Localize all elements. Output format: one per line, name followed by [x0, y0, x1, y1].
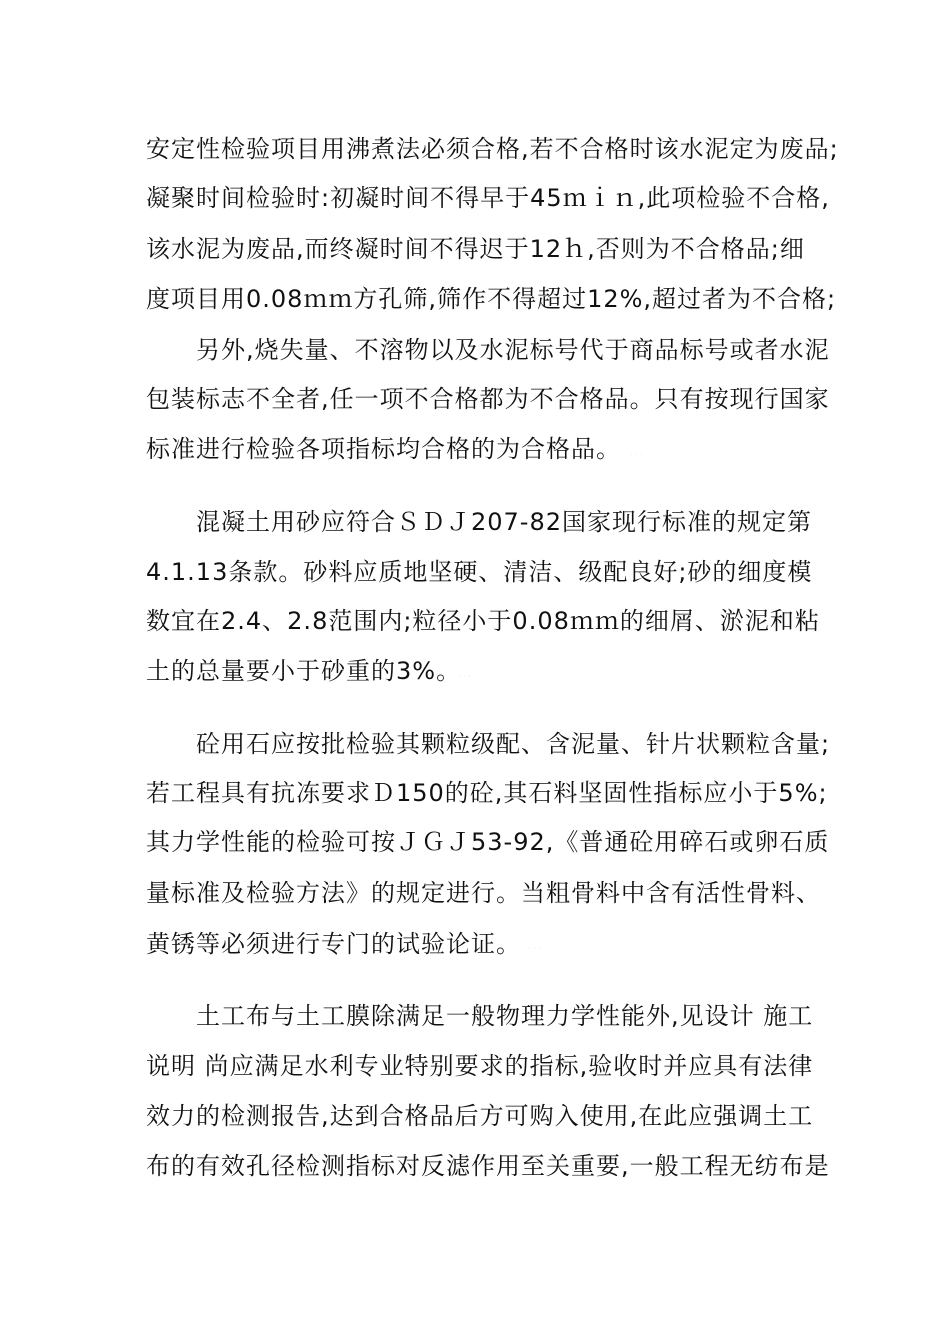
paragraph-5-line-2: 说明 尚应满足水利专业特别要求的指标,验收时并应具有法律	[146, 1052, 814, 1080]
faint-watermark: · · ·	[458, 672, 471, 681]
paragraph-4-line-3: 其力学性能的检验可按ＪＧＪ53-92,《普通砼用碎石或卵石质	[146, 828, 830, 856]
paragraph-3-line-2: 4.1.13条款。砂料应质地坚硬、清洁、级配良好;砂的细度模	[146, 558, 813, 586]
paragraph-5-line-4: 布的有效孔径检测指标对反滤作用至关重要,一般工程无纺布是	[146, 1152, 830, 1180]
paragraph-3-line-1: 混凝土用砂应符合ＳＤＪ207-82国家现行标准的规定第	[196, 508, 813, 536]
paragraph-1-line-4: 度项目用0.08ｍｍ方孔筛,筛作不得超过12%,超过者为不合格;	[146, 285, 837, 313]
paragraph-1-line-3: 该水泥为废品,而终凝时间不得迟于12ｈ,否则为不合格品;细	[146, 235, 805, 263]
paragraph-1-line-1: 安定性检验项目用沸煮法必须合格,若不合格时该水泥定为废品;	[146, 135, 839, 163]
paragraph-1-line-2: 凝聚时间检验时:初凝时间不得早于45ｍｉｎ,此项检验不合格,	[146, 184, 830, 212]
paragraph-2-line-3: 标准进行检验各项指标均合格的为合格品。	[146, 435, 621, 463]
faint-watermark: · · ·	[528, 944, 541, 953]
paragraph-2-line-2: 包装标志不全者,任一项不合格都为不合格品。只有按现行国家	[146, 385, 830, 413]
paragraph-3-line-3: 数宜在2.4、2.8范围内;粒径小于0.08ｍｍ的细屑、淤泥和粘	[146, 607, 820, 635]
paragraph-5-line-1: 土工布与土工膜除满足一般物理力学性能外,见设计 施工	[196, 1002, 814, 1030]
paragraph-4-line-4: 量标准及检验方法》的规定进行。当粗骨料中含有活性骨料、	[146, 879, 821, 907]
paragraph-2-line-1: 另外,烧失量、不溶物以及水泥标号代于商品标号或者水泥	[196, 336, 830, 364]
paragraph-4-line-1: 砼用石应按批检验其颗粒级配、含泥量、针片状颗粒含量;	[196, 730, 831, 758]
paragraph-4-line-5: 黄锈等必须进行专门的试验论证。	[146, 930, 521, 958]
paragraph-5-line-3: 效力的检测报告,达到合格品后方可购入使用,在此应强调土工	[146, 1102, 814, 1130]
faint-watermark: · · ·	[630, 450, 643, 459]
paragraph-4-line-2: 若工程具有抗冻要求Ｄ150的砼,其石料坚固性指标应小于5%;	[146, 779, 828, 807]
paragraph-3-line-4: 土的总量要小于砂重的3%。	[146, 657, 462, 685]
